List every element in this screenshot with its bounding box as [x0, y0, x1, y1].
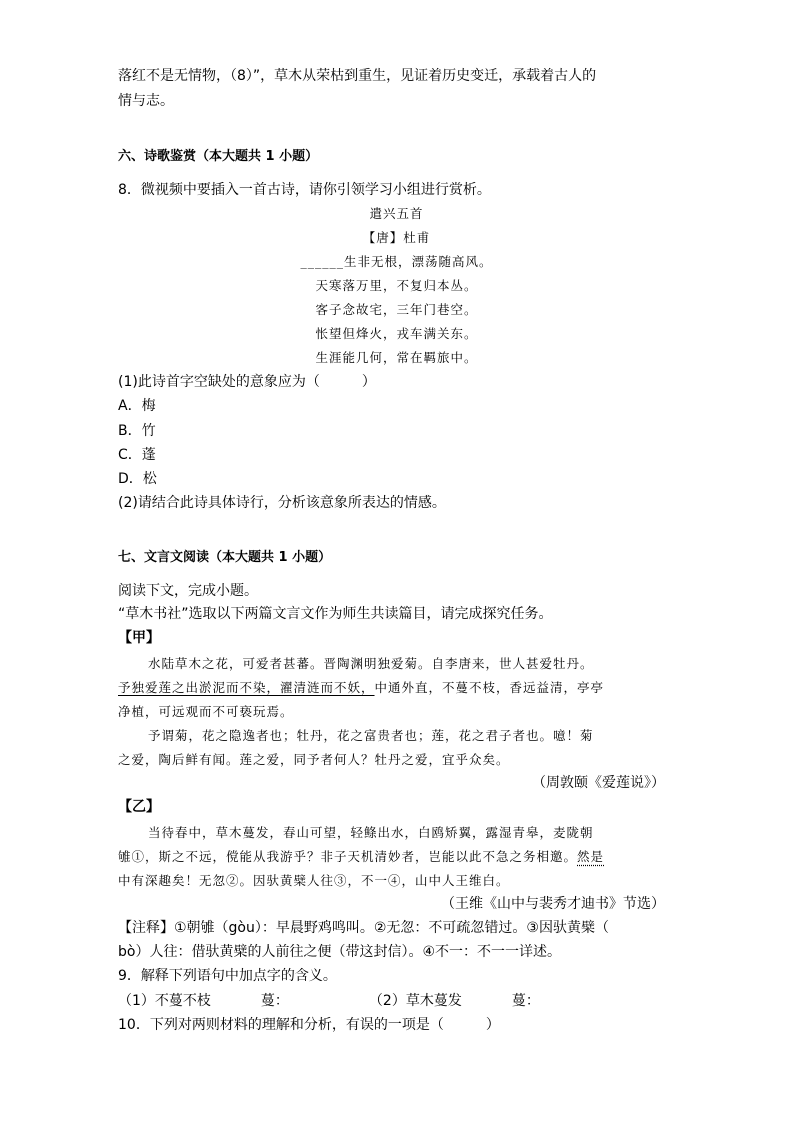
passage-jia-label: 【甲】 — [118, 630, 160, 646]
yi-line-3: 中有深趣矣！无忽②。因驮黄檗人往③，不一④，山中人王维白。 — [118, 873, 510, 888]
annotation-line-1: 【注释】①朝雊（gòu）：早晨野鸡鸣叫。②无忽：不可疏忽错过。③因驮黄檗（ — [118, 920, 609, 936]
passage-yi-label: 【乙】 — [118, 799, 160, 815]
jia-line-2 — [118, 678, 604, 698]
yi-source: （王维《山中与裴秀才迪书》节选） — [441, 896, 665, 912]
continued-text-line-2: 情与志。 — [118, 93, 174, 109]
sub-question-1: (1)此诗首字空缺处的意象应为（ ） — [118, 374, 376, 390]
jia-line-3: 净植，可远观而不可亵玩焉。 — [118, 704, 294, 719]
poem-title: 遣兴五首 — [369, 206, 424, 221]
poem-line-2: 天寒落万里，不复归本丛。 — [315, 278, 478, 293]
section-6-heading: 六、诗歌鉴赏（本大题共 1 小题） — [118, 149, 319, 164]
poem-line-5: 生涯能几何，常在羁旅中。 — [315, 350, 478, 365]
section-7-heading: 七、文言文阅读（本大题共 1 小题） — [118, 550, 332, 565]
annotation-line-2: bò）人往：借驮黄檗的人前往之便（带这封信）。④不一：不一一详述。 — [118, 944, 562, 960]
q9-item-1-key: 蔓： — [260, 993, 289, 1009]
yi-dotted-word: 然是 — [577, 849, 605, 864]
yi-line-2-text: 雊①，斯之不远，傥能从我游乎？非子天机清妙者，岂能以此不急之务相邀。 — [118, 849, 578, 864]
poem-line-3: 客子念故宅，三年门巷空。 — [315, 302, 478, 317]
option-a: A．梅 — [118, 398, 156, 414]
question-9-stem: 9．解释下列语句中加点字的含义。 — [118, 968, 337, 984]
jia-line-2-rest: 中通外直，不蔓不枝，香远益清，亭亭 — [374, 680, 605, 695]
q9-item-2: （2）草木蔓发 — [368, 993, 462, 1009]
reading-intro-1: 阅读下文，完成小题。 — [118, 583, 258, 599]
poem-author: 【唐】杜甫 — [362, 230, 431, 245]
jia-line-1: 水陆草木之花，可爱者甚蕃。晋陶渊明独爱菊。自李唐来，世人甚爱牡丹。 — [148, 656, 594, 671]
question-8-stem: 8．微视频中要插入一首古诗，请你引领学习小组进行赏析。 — [118, 182, 491, 198]
poem-blank: ______ — [300, 254, 344, 269]
q9-item-1: （1）不蔓不枝 — [118, 993, 211, 1009]
jia-underlined-sentence: 予独爱莲之出淤泥而不染，濯清涟而不妖， — [118, 680, 375, 695]
jia-line-4: 予谓菊，花之隐逸者也；牡丹，花之富贵者也；莲，花之君子者也。噫！菊 — [148, 728, 594, 743]
poem-line-1-text: 生非无根，漂荡随高风。 — [343, 254, 493, 269]
yi-line-1: 当待春中，草木蔓发，春山可望，轻鲦出水，白鸥矫翼，露湿青皋，麦陇朝 — [148, 825, 594, 840]
question-9-items — [118, 991, 540, 1011]
poem-line-4: 怅望但烽火，戎车满关东。 — [315, 326, 478, 341]
option-b: B．竹 — [118, 423, 156, 439]
sub-question-2: (2)请结合此诗具体诗行，分析该意象所表达的情感。 — [118, 495, 446, 511]
poem-line-1 — [0, 252, 793, 272]
jia-line-5: 之爱，陶后鲜有闻。莲之爱，同予者何人？牡丹之爱，宜乎众矣。 — [118, 752, 510, 767]
jia-source: （周敦颐《爱莲说》） — [532, 775, 665, 791]
reading-intro-2: “草木书社”选取以下两篇文言文作为师生共读篇目，请完成探究任务。 — [118, 606, 553, 622]
option-c: C．蓬 — [118, 447, 156, 463]
yi-line-2 — [118, 847, 604, 867]
question-10-stem: 10．下列对两则材料的理解和分析，有误的一项是（ ） — [118, 1017, 500, 1033]
continued-text-line-1: 落红不是无情物，（8）”，草木从荣枯到重生，见证着历史变迁，承载着古人的 — [118, 68, 597, 84]
q9-item-2-key: 蔓： — [511, 993, 540, 1009]
option-d: D．松 — [118, 471, 157, 487]
